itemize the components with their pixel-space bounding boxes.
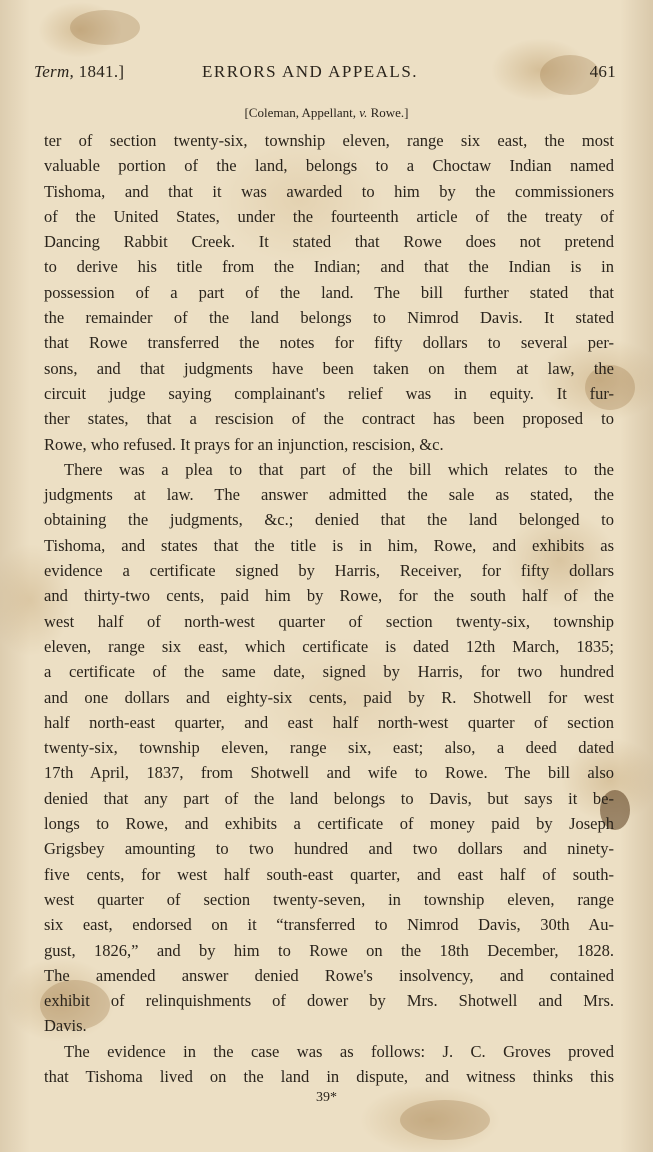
text-line: Rowe, who refused. It prays for an injunction, rescision, &c. <box>44 434 444 454</box>
text-line: Davis. <box>44 1016 87 1036</box>
text-line: ther states, that a rescision of the contract has been proposed to <box>44 409 614 429</box>
text-line: circuit judge saying complainant's relief was in equity. It fur- <box>44 383 614 403</box>
text-line: The evidence in the case was as follows: J. C. Groves proved <box>64 1041 614 1061</box>
text-line: five cents, for west half south-east quarter, and east half of south- <box>44 864 614 884</box>
header-title: ERRORS AND APPEALS. <box>202 62 419 81</box>
text-line: that Tishoma lived on the land in dispute, and witness thinks this <box>44 1066 614 1086</box>
text-line: obtaining the judgments, &c.; denied that the land belonged to <box>44 510 614 530</box>
text-line: Dancing Rabbit Creek. It stated that Rowe does not pretend <box>44 232 614 252</box>
body-text <box>44 128 614 1089</box>
text-line: gust, 1826,” and by him to Rowe on the 18th December, 1828. <box>44 940 614 960</box>
text-line: and one dollars and eighty-six cents, paid by R. Shotwell for west <box>44 687 614 707</box>
text-line: possession of a part of the land. The bill further stated that <box>44 282 614 302</box>
text-line: to derive his title from the Indian; and that the Indian is in <box>44 257 614 277</box>
text-line: The amended answer denied Rowe's insolvency, and contained <box>44 965 614 985</box>
text-line: the remainder of the land belongs to Nimrod Davis. It stated <box>44 308 614 328</box>
text-line: half north-east quarter, and east half north-west quarter of section <box>44 712 614 732</box>
case-caption: [Coleman, Appellant, v. Rowe.] <box>244 105 409 120</box>
text-line: six east, endorsed on it “transferred to Nimrod Davis, 30th Au- <box>44 915 614 935</box>
text-line: evidence a certificate signed by Harris, Receiver, for fifty dollars <box>44 561 614 581</box>
signature-folio: 39* <box>316 1090 337 1105</box>
text-line: Tishoma, and states that the title is in him, Rowe, and exhibits as <box>44 535 614 555</box>
text-line: judgments at law. The answer admitted the sale as stated, the <box>44 485 614 505</box>
text-line: sons, and that judgments have been taken on them at law, the <box>44 358 614 378</box>
text-line: There was a plea to that part of the bill which relates to the <box>64 459 614 479</box>
text-line: west quarter of section twenty-seven, in township eleven, range <box>44 889 614 909</box>
stain <box>70 10 140 45</box>
text-line: longs to Rowe, and exhibits a certificate of money paid by Joseph <box>44 814 614 834</box>
page-number: 461 <box>589 62 616 81</box>
text-line: twenty-six, township eleven, range six, east; also, a deed dated <box>44 738 614 758</box>
running-header <box>34 62 616 88</box>
stain <box>400 1100 490 1140</box>
header-term: Term, 1841.] <box>34 62 125 81</box>
text-line: 17th April, 1837, from Shotwell and wife to Rowe. The bill also <box>44 763 614 783</box>
text-line: eleven, range six east, which certificate is dated 12th March, 1835; <box>44 636 614 656</box>
text-line: and thirty-two cents, paid him by Rowe, for the south half of the <box>44 586 614 606</box>
text-line: Tishoma, and that it was awarded to him by the commissioners <box>44 181 614 201</box>
text-line: Grigsbey amounting to two hundred and two dollars and ninety- <box>44 839 614 859</box>
text-line: exhibit of relinquishments of dower by Mrs. Shotwell and Mrs. <box>44 991 614 1011</box>
text-line: denied that any part of the land belongs to Davis, but says it be- <box>44 788 614 808</box>
text-line: ter of section twenty-six, township eleven, range six east, the most <box>44 131 614 150</box>
text-line: valuable portion of the land, belongs to a Choctaw Indian named <box>44 156 614 176</box>
text-line: a certificate of the same date, signed by Harris, for two hundred <box>44 662 614 682</box>
text-line: that Rowe transferred the notes for fifty dollars to several per- <box>44 333 614 353</box>
text-line: of the United States, under the fourteenth article of the treaty of <box>44 206 614 226</box>
text-line: west half of north-west quarter of section twenty-six, township <box>44 611 614 631</box>
